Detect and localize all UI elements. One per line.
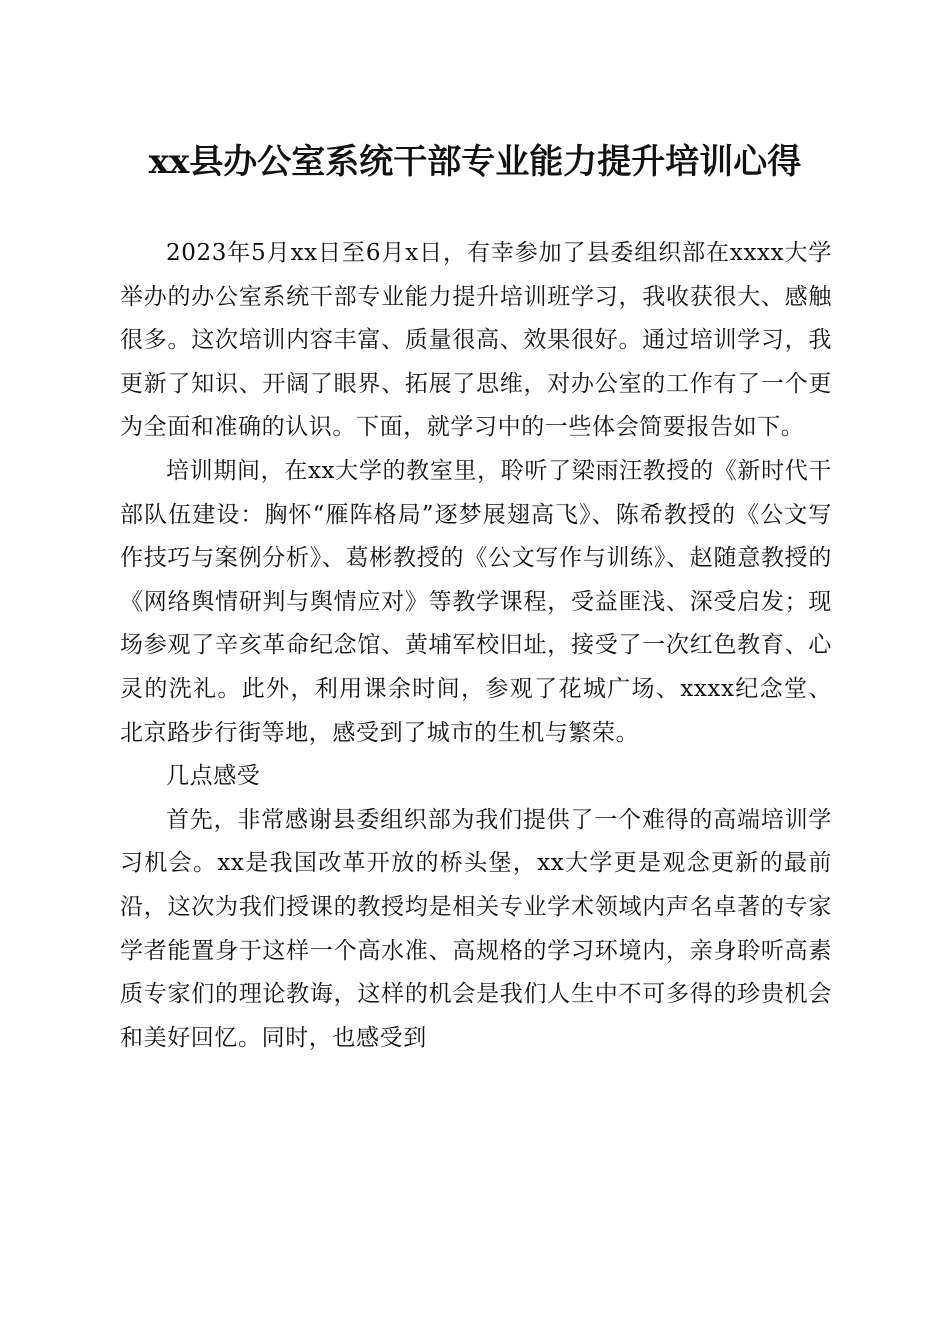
paragraph-intro: 2023年5月xx日至6月x日，有幸参加了县委组织部在xxxx大学举办的办公室系统干部专业能力提升培训班学习，我收获很大、感触很多。这次培训内容丰富、质量很高、效果很好。通过培训学习，我更新了知识、开阔了眼界、拓展了思维，对办公室的工作有了一个更为全面和准确的认识。下面，就学习中的一些体会简要报告如下。 xyxy=(120,240,832,441)
paragraph-first-impression: 首先，非常感谢县委组织部为我们提供了一个难得的高端培训学习机会。xx是我国改革开放的桥头堡，xx大学更是观念更新的最前沿，这次为我们授课的教授均是相关专业学术领域内声名卓著的专家学者能置身于这样一个高水准、高规格的学习环境内，亲身聆听高素质专家们的理论教诲，这样的机会是我们人生中不可多得的珍贵机会和美好回忆。同时，也感受到 xyxy=(120,806,832,1051)
section-heading-impressions: 几点感受 xyxy=(166,763,261,790)
document-title: xx县办公室系统干部专业能力提升培训心得 xyxy=(148,142,802,182)
document-body xyxy=(120,232,832,1060)
paragraph-training-period: 培训期间，在xx大学的教室里，聆听了梁雨汪教授的《新时代干部队伍建设：胸怀“雁阵格局”逐梦展翅高飞》、陈希教授的《公文写作技巧与案例分析》、葛彬教授的《公文写作与训练》、赵随意教授的《网络舆情研判与舆情应对》等教学课程，受益匪浅、深受启发；现场参观了辛亥革命纪念馆、黄埔军校旧址，接受了一次红色教育、心灵的洗礼。此外，利用课余时间，参观了花城广场、xxxx纪念堂、北京路步行街等地，感受到了城市的生机与繁荣。 xyxy=(120,457,832,746)
